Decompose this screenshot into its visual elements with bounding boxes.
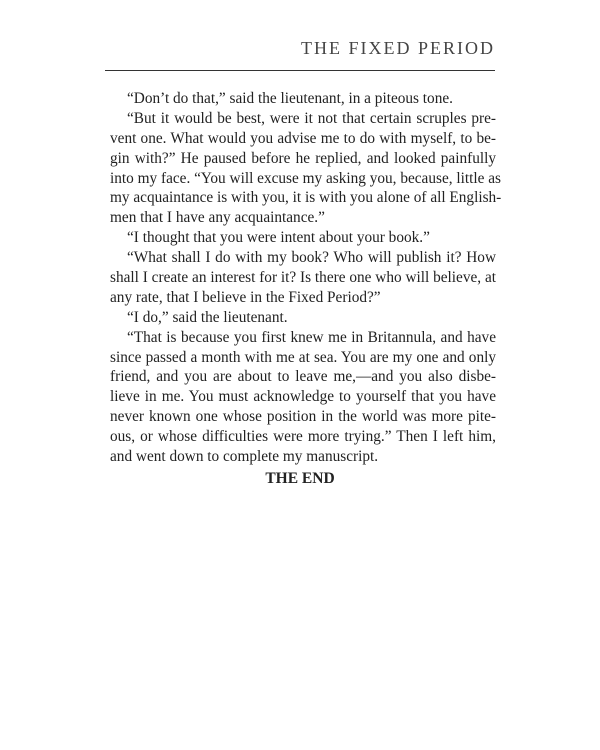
text-line: never known one whose position in the world was more pite-: [110, 408, 496, 426]
text-line: any rate, that I believe in the Fixed Period?”: [110, 288, 381, 306]
text-line: “What shall I do with my book? Who will publish it? How: [127, 249, 496, 267]
header-rule: [105, 70, 495, 71]
text-line: since passed a month with me at sea. You are my one and only: [110, 348, 496, 366]
text-line: “That is because you first knew me in Britannula, and have: [127, 328, 496, 346]
text-line: “I thought that you were intent about your book.”: [127, 229, 430, 247]
text-line: vent one. What would you advise me to do with myself, to be-: [110, 129, 496, 147]
text-line: men that I have any acquaintance.”: [110, 209, 325, 227]
running-head: THE FIXED PERIOD: [301, 38, 495, 58]
text-line: into my face. “You will excuse my asking you, because, little as: [110, 169, 501, 187]
text-line: “Don’t do that,” said the lieutenant, in a piteous tone.: [127, 90, 453, 107]
body-text: [110, 89, 502, 467]
text-line: ous, or whose difficulties were more trying.” Then I left him,: [110, 428, 496, 446]
text-line: my acquaintance is with you, it is with you alone of all English-: [110, 189, 502, 207]
text-line: gin with?” He paused before he replied, and looked painfully: [110, 149, 496, 167]
text-line: “But it would be best, were it not that certain scruples pre-: [127, 109, 496, 127]
text-line: friend, and you are about to leave me,—and you also disbe-: [110, 368, 496, 386]
text-line: “I do,” said the lieutenant.: [127, 308, 288, 326]
text-line: and went down to complete my manuscript.: [110, 448, 379, 466]
text-line: shall I create an interest for it? Is there one who will believe, at: [110, 269, 496, 287]
text-line: lieve in me. You must acknowledge to yourself that you have: [110, 388, 496, 406]
the-end-heading: THE END: [265, 470, 335, 487]
